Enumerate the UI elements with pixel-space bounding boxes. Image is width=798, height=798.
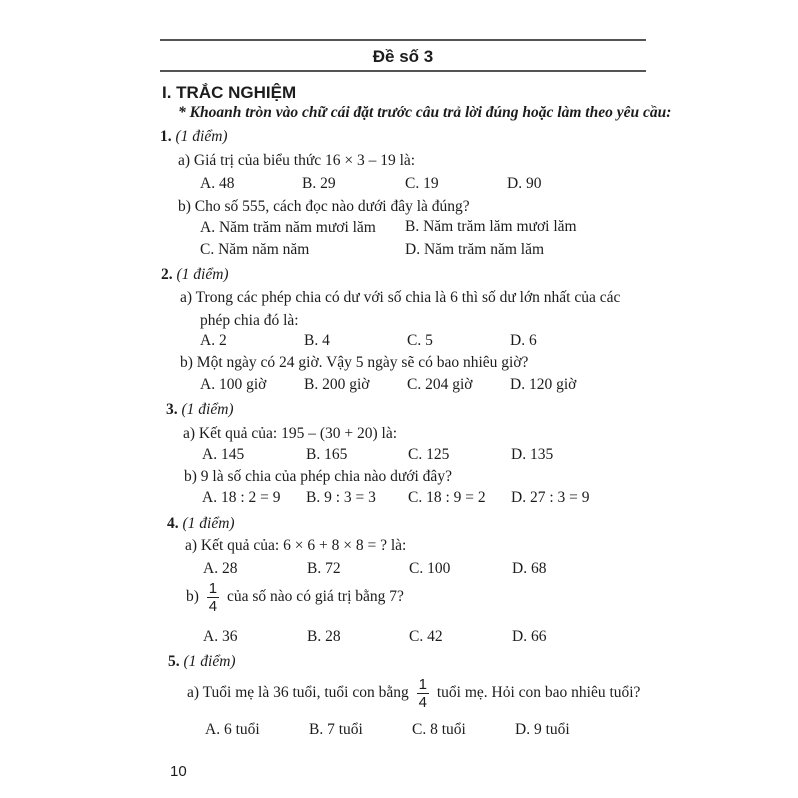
option[interactable]: D. Năm trăm năm lăm <box>405 241 545 258</box>
instruction: * Khoanh tròn vào chữ cái đặt trước câu trả lời đúng hoặc làm theo yêu cầu: <box>178 104 672 121</box>
question-3a: a) Kết quả của: 195 – (30 + 20) là: <box>183 425 398 442</box>
question-4b <box>186 580 404 615</box>
question-4-header: 4. (1 điểm) <box>167 515 235 532</box>
option[interactable]: D. 68 <box>512 560 547 577</box>
question-text: a) Tuổi mẹ là 36 tuổi, tuổi con bằng <box>187 684 409 702</box>
question-4a: a) Kết quả của: 6 × 6 + 8 × 8 = ? là: <box>185 537 407 554</box>
option[interactable]: A. 36 <box>203 628 238 645</box>
option[interactable]: B. 7 tuổi <box>309 721 363 738</box>
question-1a: a) Giá trị của biểu thức 16 × 3 – 19 là: <box>178 152 416 169</box>
option[interactable]: B. 29 <box>302 175 336 192</box>
option[interactable]: C. 19 <box>405 175 439 192</box>
question-5a <box>187 676 640 711</box>
option[interactable]: D. 27 : 3 = 9 <box>511 489 590 506</box>
option[interactable]: C. 5 <box>407 332 433 349</box>
option[interactable]: A. 2 <box>200 332 227 349</box>
option[interactable]: A. Năm trăm năm mươi lăm <box>200 219 376 236</box>
option[interactable]: B. 200 giờ <box>304 376 370 393</box>
option[interactable]: D. 120 giờ <box>510 376 577 393</box>
option[interactable]: C. Năm năm năm <box>200 241 310 258</box>
option[interactable]: C. 18 : 9 = 2 <box>408 489 486 506</box>
option[interactable]: C. 8 tuổi <box>412 721 466 738</box>
page-number: 10 <box>170 763 187 780</box>
question-text: của số nào có giá trị bằng 7? <box>227 588 404 606</box>
option[interactable]: A. 145 <box>202 446 245 463</box>
option[interactable]: B. Năm trăm lăm mươi lăm <box>405 218 577 235</box>
exam-title: Đề số 3 <box>372 47 434 66</box>
question-3-header: 3. (1 điểm) <box>166 401 234 418</box>
section-title: I. TRẮC NGHIỆM <box>162 83 297 102</box>
option[interactable]: A. 28 <box>203 560 238 577</box>
question-2b: b) Một ngày có 24 giờ. Vậy 5 ngày sẽ có bao nhiêu giờ? <box>180 354 529 371</box>
question-2a: a) Trong các phép chia có dư với số chia là 6 thì số dư lớn nhất của các <box>180 289 621 306</box>
question-text: tuổi mẹ. Hỏi con bao nhiêu tuổi? <box>436 684 641 702</box>
question-3b: b) 9 là số chia của phép chia nào dưới đây? <box>184 468 452 485</box>
fraction: $\frac{1}{4}$ <box>208 580 218 615</box>
option[interactable]: D. 66 <box>512 628 547 645</box>
title-bottom-rule <box>160 70 646 72</box>
option[interactable]: C. 42 <box>409 628 443 645</box>
option[interactable]: A. 48 <box>200 175 235 192</box>
question-2a-continued: phép chia đó là: <box>200 312 299 329</box>
question-1-header: 1. (1 điểm) <box>160 128 228 145</box>
fraction: $\frac{1}{4}$ <box>418 676 427 711</box>
top-rule <box>160 39 646 41</box>
option[interactable]: C. 204 giờ <box>407 376 473 393</box>
option[interactable]: A. 6 tuổi <box>205 721 260 738</box>
option[interactable]: B. 9 : 3 = 3 <box>306 489 376 506</box>
option[interactable]: D. 6 <box>510 332 537 349</box>
question-2-header: 2. (1 điểm) <box>161 266 229 283</box>
option[interactable]: C. 125 <box>408 446 450 463</box>
option[interactable]: D. 90 <box>507 175 542 192</box>
option[interactable]: B. 4 <box>304 332 330 349</box>
question-1b: b) Cho số 555, cách đọc nào dưới đây là đúng? <box>178 198 470 215</box>
option[interactable]: B. 28 <box>307 628 341 645</box>
option[interactable]: A. 18 : 2 = 9 <box>202 489 281 506</box>
option[interactable]: C. 100 <box>409 560 451 577</box>
option[interactable]: A. 100 giờ <box>200 376 267 393</box>
option[interactable]: B. 72 <box>307 560 341 577</box>
question-5-header: 5. (1 điểm) <box>168 653 236 670</box>
option[interactable]: D. 135 <box>511 446 554 463</box>
option[interactable]: B. 165 <box>306 446 348 463</box>
option[interactable]: D. 9 tuổi <box>515 721 570 738</box>
question-prefix: b) <box>186 588 199 606</box>
